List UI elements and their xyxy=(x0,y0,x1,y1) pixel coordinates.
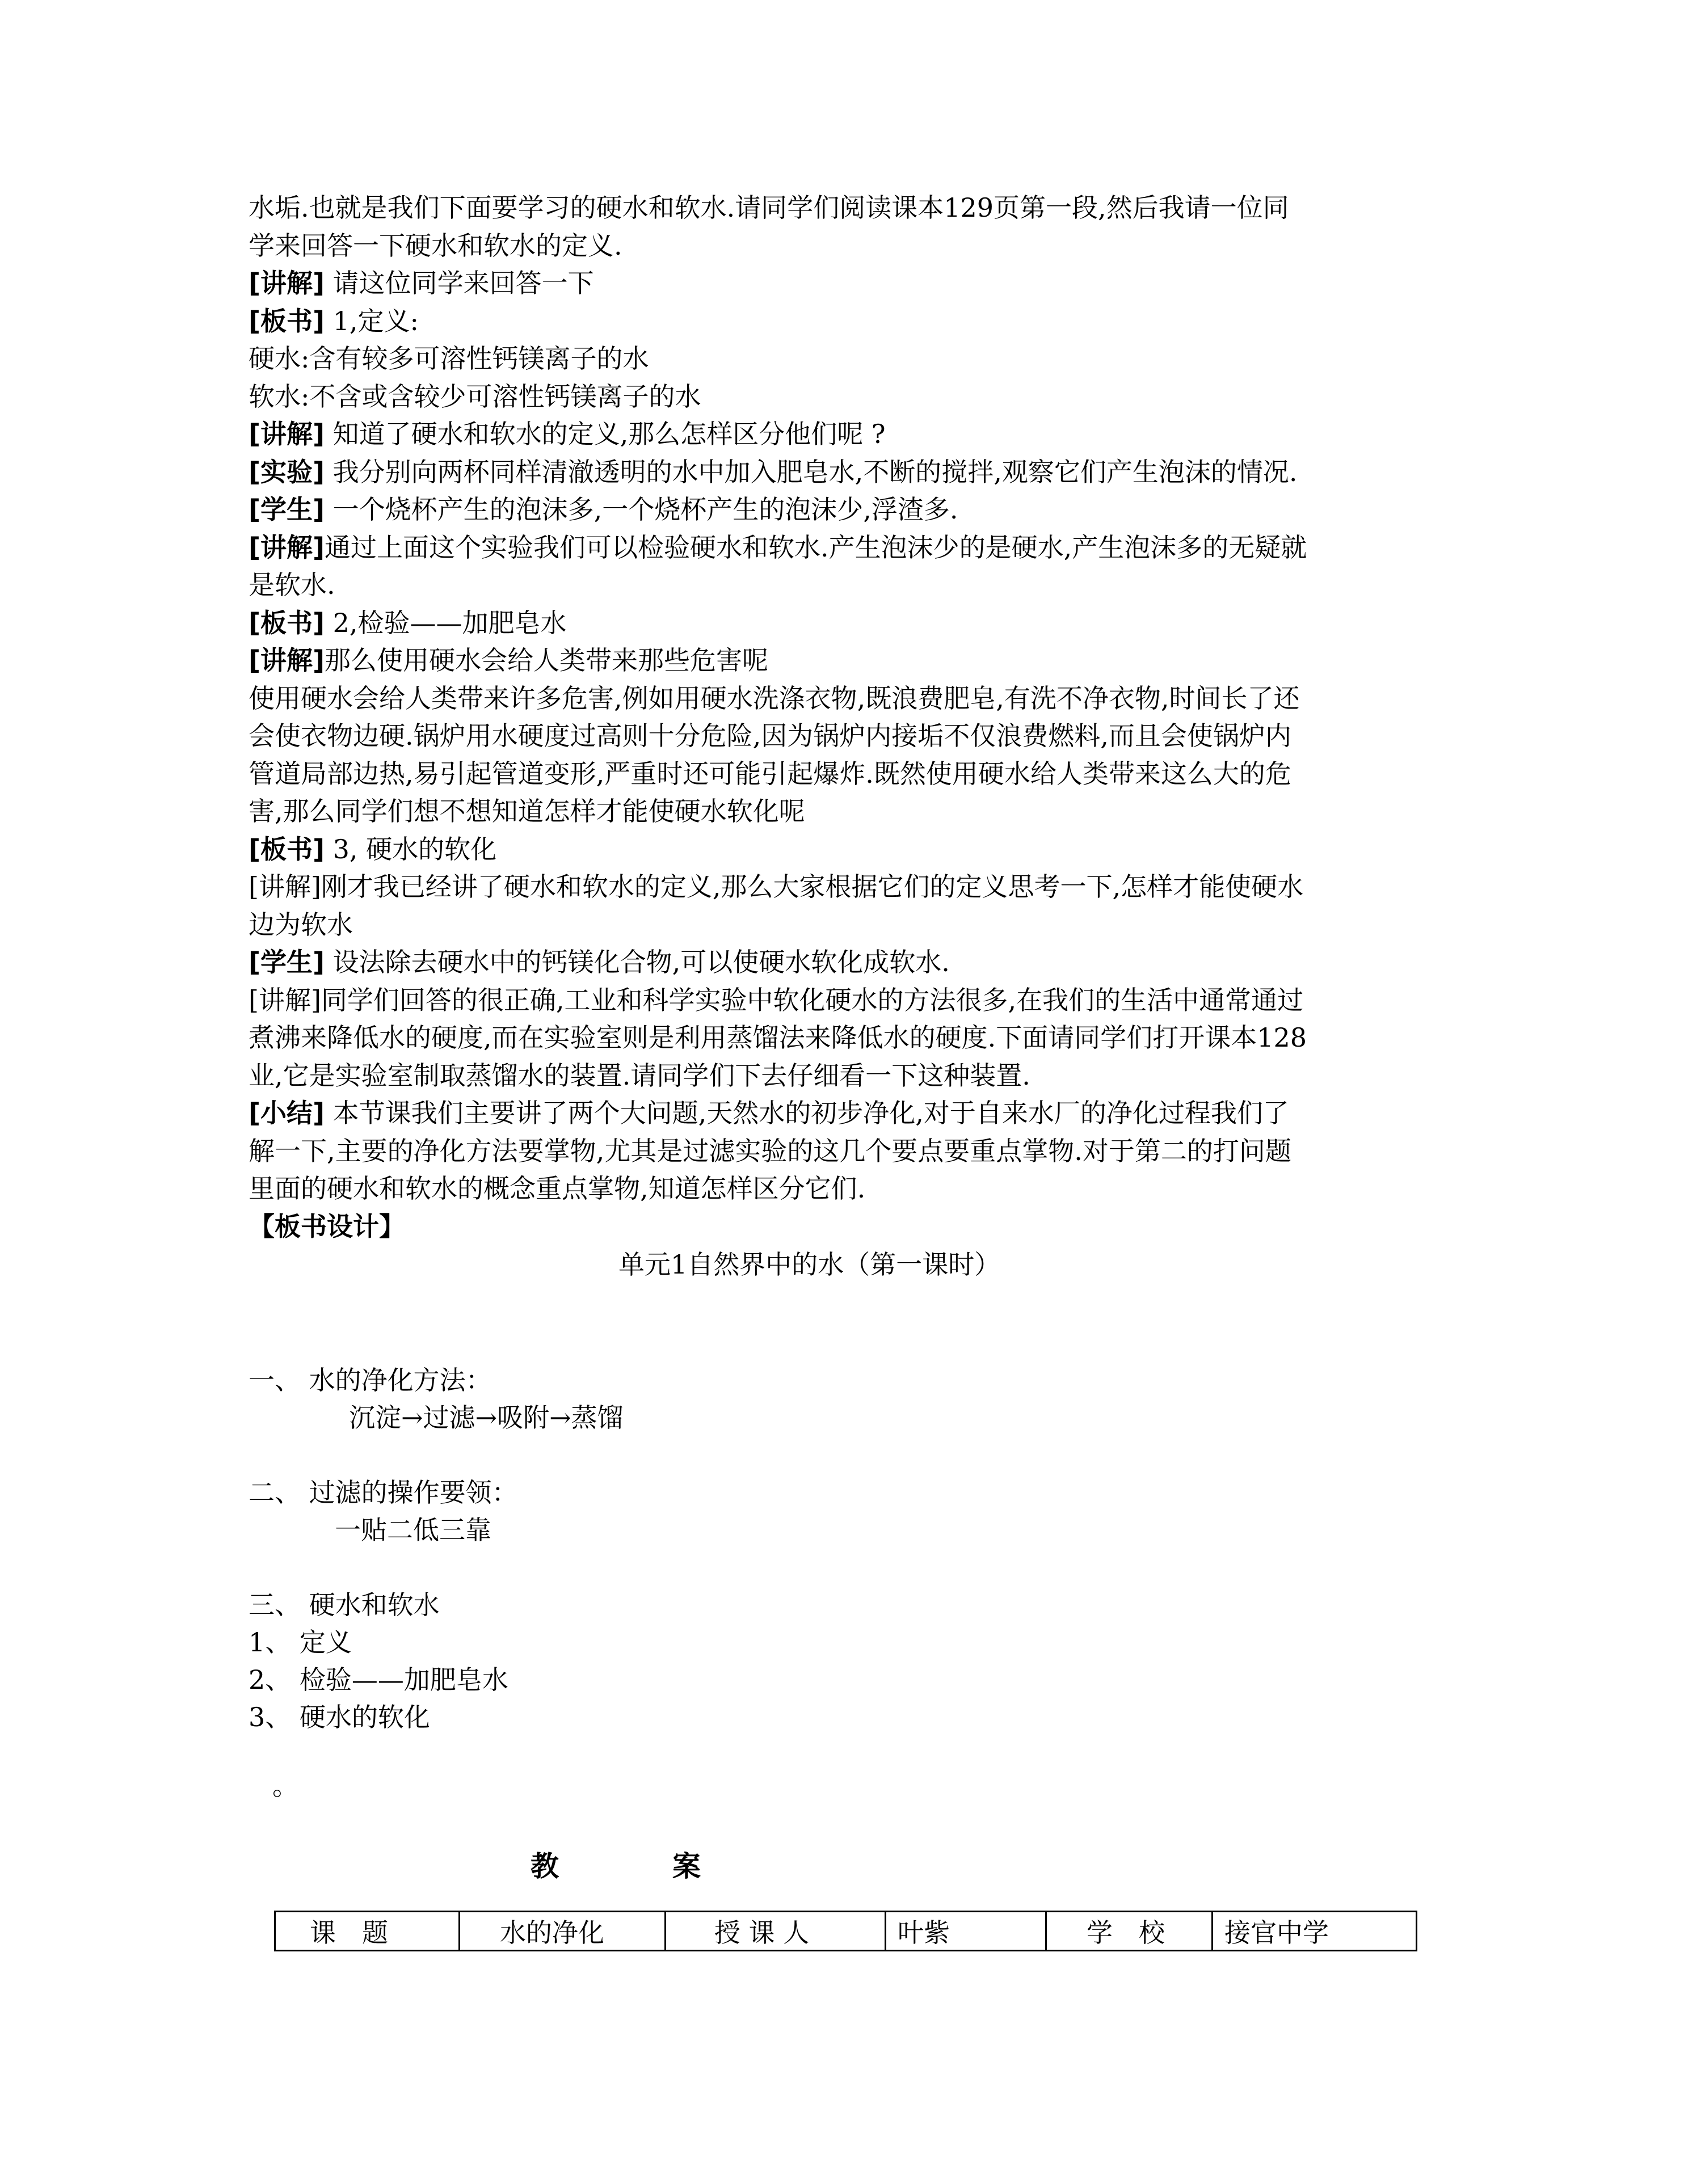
section-tag: [讲解] xyxy=(249,268,325,298)
section-tag: [学生] xyxy=(249,494,325,525)
line-text: 我分别向两杯同样清澈透明的水中加入肥皂水,不断的搅拌,观察它们产生泡沫的情况. xyxy=(325,457,1298,487)
table-row xyxy=(275,1912,1417,1951)
table-cell: 课 题 xyxy=(275,1912,460,1951)
text-line xyxy=(249,830,1440,868)
line-text: 硬水:含有较多可溶性钙镁离子的水 xyxy=(249,343,649,374)
line-text: 里面的硬水和软水的概念重点掌物,知道怎样区分它们. xyxy=(249,1173,866,1204)
section-tag: [板书] xyxy=(249,834,325,865)
text-line xyxy=(249,264,1440,302)
lesson-info-table xyxy=(274,1911,1417,1951)
line-text: 软水:不含或含较少可溶性钙镁离子的水 xyxy=(249,381,701,412)
section-3-item: 1、 定义 xyxy=(249,1627,352,1658)
text-line xyxy=(249,755,1440,792)
table-cell: 叶紫 xyxy=(886,1912,1046,1951)
line-text: 那么使用硬水会给人类带来那些危害呢 xyxy=(325,645,769,676)
section-tag: [板书] xyxy=(249,608,325,638)
line-text: 使用硬水会给人类带来许多危害,例如用硬水洗涤衣物,既浪费肥皂,有洗不净衣物,时间长了还 xyxy=(249,683,1300,714)
text-line xyxy=(249,566,1440,604)
text-line xyxy=(249,906,1440,943)
section-tag: [讲解] xyxy=(249,645,325,676)
board-title: 单元1自然界中的水（第一课时） xyxy=(618,1249,1001,1280)
text-line xyxy=(249,717,1440,754)
text-line xyxy=(249,943,1440,981)
line-text: 一个烧杯产生的泡沫多,一个烧杯产生的泡沫少,浮渣多. xyxy=(325,494,958,525)
text-line xyxy=(249,227,1440,264)
section-tag: 【板书设计】 xyxy=(249,1211,405,1242)
stray-dot: 。 xyxy=(272,1770,298,1801)
text-line xyxy=(249,1057,1440,1094)
lesson-plan-title: 教 案 xyxy=(531,1849,701,1883)
section-tag: [讲解] xyxy=(249,532,325,563)
section-2-heading: 二、 过滤的操作要领： xyxy=(249,1477,518,1508)
section-tag: [实验] xyxy=(249,457,325,487)
line-text: 通过上面这个实验我们可以检验硬水和软水.产生泡沫少的是硬水,产生泡沫多的无疑就 xyxy=(325,532,1307,563)
text-line xyxy=(249,1094,1440,1132)
line-text: 水垢.也就是我们下面要学习的硬水和软水.请同学们阅读课本129页第一段,然后我请一位同 xyxy=(249,192,1289,223)
text-line xyxy=(249,415,1440,453)
section-1-detail: 沉淀→过滤→吸附→蒸馏 xyxy=(349,1402,624,1433)
section-tag: [讲解] xyxy=(249,871,321,902)
section-3-item: 3、 硬水的软化 xyxy=(249,1702,430,1732)
section-1-heading: 一、 水的净化方法： xyxy=(249,1365,492,1395)
line-text: 煮沸来降低水的硬度,而在实验室则是利用蒸馏法来降低水的硬度.下面请同学们打开课本128 xyxy=(249,1022,1307,1053)
text-line xyxy=(249,378,1440,415)
section-tag: [板书] xyxy=(249,306,325,336)
section-tag: [讲解] xyxy=(249,419,325,449)
text-line xyxy=(249,1170,1440,1207)
text-line xyxy=(249,604,1440,642)
section-tag: [学生] xyxy=(249,947,325,977)
text-line xyxy=(249,868,1440,905)
text-line xyxy=(249,302,1440,340)
text-line xyxy=(249,642,1440,679)
line-text: 解一下,主要的净化方法要掌物,尤其是过滤实验的这几个要点要重点掌物.对于第二的打问题 xyxy=(249,1136,1291,1166)
line-text: 本节课我们主要讲了两个大问题,天然水的初步净化,对于自来水厂的净化过程我们了 xyxy=(325,1098,1289,1128)
line-text: 知道了硬水和软水的定义,那么怎样区分他们呢 ? xyxy=(325,419,886,449)
text-line xyxy=(249,981,1440,1019)
section-tag: [讲解] xyxy=(249,985,321,1015)
section-3-item: 2、 检验——加肥皂水 xyxy=(249,1664,508,1695)
text-line xyxy=(249,680,1440,717)
text-line xyxy=(249,453,1440,491)
text-line xyxy=(249,529,1440,566)
line-text: 是软水. xyxy=(249,570,335,600)
line-text: 3, 硬水的软化 xyxy=(325,834,497,865)
section-3-heading: 三、 硬水和软水 xyxy=(249,1589,440,1620)
table-cell: 水的净化 xyxy=(460,1912,666,1951)
text-line xyxy=(249,1132,1440,1170)
table-cell: 学 校 xyxy=(1046,1912,1213,1951)
text-line xyxy=(249,1208,1440,1245)
text-line xyxy=(249,491,1440,528)
line-text: 同学们回答的很正确,工业和科学实验中软化硬水的方法很多,在我们的生活中通常通过 xyxy=(321,985,1304,1015)
table-cell: 授 课 人 xyxy=(666,1912,886,1951)
line-text: 边为软水 xyxy=(249,909,353,940)
section-2-detail: 一贴二低三靠 xyxy=(335,1515,491,1545)
line-text: 1,定义: xyxy=(325,306,419,336)
text-line xyxy=(249,189,1440,226)
text-line xyxy=(249,340,1440,377)
line-text: 2,检验——加肥皂水 xyxy=(325,608,567,638)
line-text: 害,那么同学们想不想知道怎样才能使硬水软化呢 xyxy=(249,796,805,827)
line-text: 请这位同学来回答一下 xyxy=(325,268,594,298)
line-text: 管道局部边热,易引起管道变形,严重时还可能引起爆炸.既然使用硬水给人类带来这么大的危 xyxy=(249,758,1291,789)
line-text: 设法除去硬水中的钙镁化合物,可以使硬水软化成软水. xyxy=(325,947,950,977)
text-line xyxy=(249,1019,1440,1056)
line-text: 会使衣物边硬.锅炉用水硬度过高则十分危险,因为锅炉内接垢不仅浪费燃料,而且会使锅炉内 xyxy=(249,720,1291,751)
line-text: 学来回答一下硬水和软水的定义. xyxy=(249,230,622,261)
section-tag: [小结] xyxy=(249,1098,325,1128)
text-line xyxy=(249,792,1440,830)
table-cell: 接官中学 xyxy=(1213,1912,1417,1951)
line-text: 刚才我已经讲了硬水和软水的定义,那么大家根据它们的定义思考一下,怎样才能使硬水 xyxy=(321,871,1304,902)
line-text: 业,它是实验室制取蒸馏水的装置.请同学们下去仔细看一下这种装置. xyxy=(249,1060,1030,1091)
